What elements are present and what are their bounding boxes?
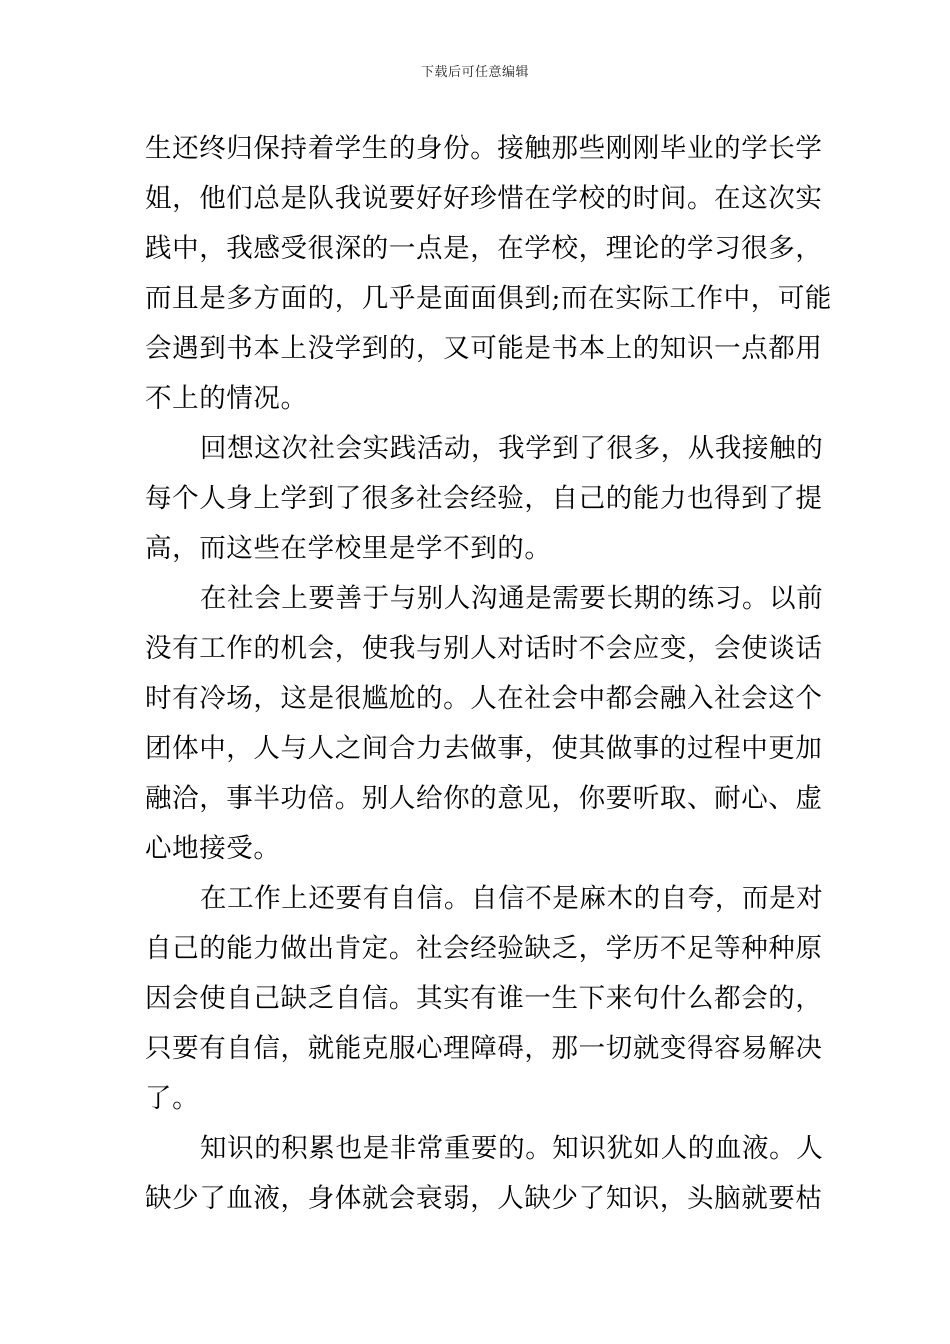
text-line: 没有工作的机会，使我与别人对话时不会应变，会使谈话 xyxy=(145,633,823,664)
text-line: 而且是多方面的，几乎是面面俱到;而在实际工作中，可能 xyxy=(145,283,833,314)
paragraph-first-line: 在社会上要善于与别人沟通是需要长期的练习。以前 xyxy=(200,583,824,614)
text-line: 时有冷场，这是很尴尬的。人在社会中都会融入社会这个 xyxy=(145,683,823,714)
text-line: 只要有自信，就能克服心理障碍，那一切就变得容易解决 xyxy=(145,1033,823,1064)
text-line: 不上的情况。 xyxy=(145,383,308,414)
paragraph-first-line: 知识的积累也是非常重要的。知识犹如人的血液。人 xyxy=(200,1133,824,1164)
text-line: 团体中，人与人之间合力去做事，使其做事的过程中更加 xyxy=(145,733,823,764)
paragraph-first-line: 回想这次社会实践活动，我学到了很多，从我接触的 xyxy=(200,433,824,464)
text-line: 姐，他们总是队我说要好好珍惜在学校的时间。在这次实 xyxy=(145,183,823,214)
text-line: 因会使自己缺乏自信。其实有谁一生下来句什么都会的， xyxy=(145,983,823,1014)
text-line: 缺少了血液，身体就会衰弱，人缺少了知识，头脑就要枯 xyxy=(145,1183,823,1214)
page-header: 下载后可任意编辑 xyxy=(420,65,529,80)
text-line: 心地接受。 xyxy=(145,833,281,864)
text-line: 融洽，事半功倍。别人给你的意见，你要听取、耐心、虚 xyxy=(145,783,823,814)
paragraph-first-line: 在工作上还要有自信。自信不是麻木的自夸，而是对 xyxy=(200,883,824,914)
text-line: 践中，我感受很深的一点是，在学校，理论的学习很多， xyxy=(145,233,823,264)
text-line: 自己的能力做出肯定。社会经验缺乏，学历不足等种种原 xyxy=(145,933,823,964)
text-line: 每个人身上学到了很多社会经验，自己的能力也得到了提 xyxy=(145,483,823,514)
body-text xyxy=(145,124,833,1224)
text-line: 高，而这些在学校里是学不到的。 xyxy=(145,533,552,564)
text-line: 生还终归保持着学生的身份。接触那些刚刚毕业的学长学 xyxy=(145,133,823,164)
text-line: 了。 xyxy=(145,1083,200,1114)
text-line: 会遇到书本上没学到的，又可能是书本上的知识一点都用 xyxy=(145,333,823,364)
